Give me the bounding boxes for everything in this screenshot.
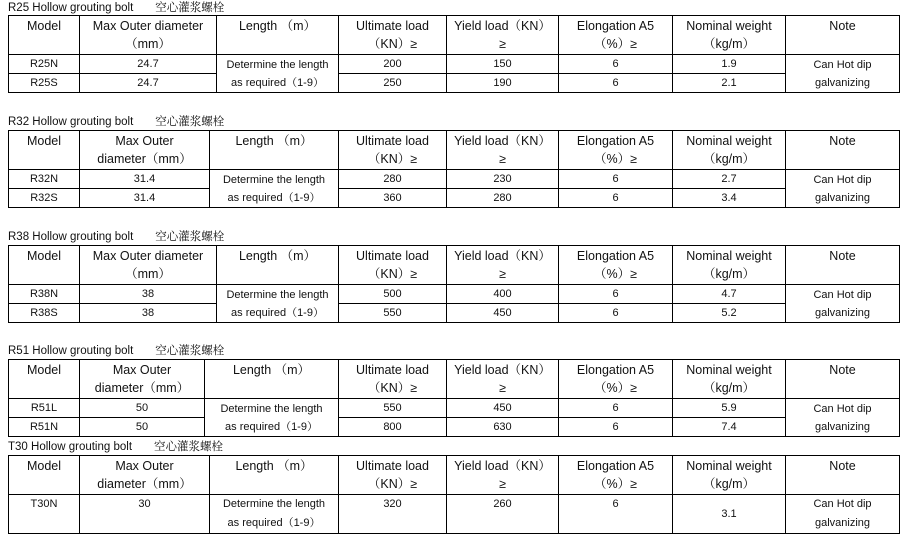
section-title-cn: 空心灌浆螺栓 (155, 229, 225, 243)
spec-table-r25 (8, 15, 900, 93)
cell-yield: 450 (447, 304, 559, 323)
cell-elongation: 6 (559, 285, 673, 304)
section-title-cn: 空心灌浆螺栓 (155, 0, 225, 14)
section-title-en: R32 Hollow grouting bolt (8, 116, 134, 128)
cell-model: R32N (9, 170, 80, 189)
spec-table-t30 (8, 455, 900, 534)
header-length: Length （m） (210, 131, 339, 170)
header-length: Length （m） (217, 16, 339, 55)
cell-model: R51L (9, 399, 80, 418)
header-model: Model (9, 131, 80, 170)
cell-yield: 190 (447, 74, 559, 93)
cell-model: R51N (9, 418, 80, 437)
header-model: Model (9, 360, 80, 399)
cell-weight: 2.7 (673, 170, 786, 189)
table-row (9, 304, 900, 323)
section-title (8, 343, 224, 357)
header-nominal-weight: Nominal weight （kg/m） (673, 360, 786, 399)
table-row (9, 495, 900, 534)
cell-length: Determine the length as required（1-9） (210, 170, 339, 208)
cell-ultimate: 250 (339, 74, 447, 93)
header-yield-load: Yield load（KN） ≥ (447, 246, 559, 285)
header-ultimate-load: Ultimate load （KN）≥ (339, 16, 447, 55)
header-diameter: Max Outer diameter（mm） (80, 456, 210, 495)
cell-elongation: 6 (559, 189, 673, 208)
cell-elongation: 6 (559, 55, 673, 74)
cell-diameter: 31.4 (80, 189, 210, 208)
table-row (9, 285, 900, 304)
cell-model: R38S (9, 304, 80, 323)
cell-elongation: 6 (559, 170, 673, 189)
cell-ultimate: 320 (339, 495, 447, 534)
header-note: Note (786, 360, 900, 399)
section-title (8, 229, 224, 243)
header-yield-load: Yield load（KN） ≥ (447, 360, 559, 399)
header-length: Length （m） (210, 456, 339, 495)
header-diameter: Max Outer diameter（mm） (80, 360, 205, 399)
cell-yield: 260 (447, 495, 559, 534)
cell-diameter: 50 (80, 418, 205, 437)
header-length: Length （m） (217, 246, 339, 285)
cell-weight: 3.4 (673, 189, 786, 208)
cell-model: R25S (9, 74, 80, 93)
cell-note: Can Hot dip galvanizing (786, 55, 900, 93)
section-title (8, 114, 224, 128)
header-ultimate-load: Ultimate load （KN）≥ (339, 131, 447, 170)
cell-elongation: 6 (559, 304, 673, 323)
cell-yield: 630 (447, 418, 559, 437)
cell-length: Determine the length as required（1-9） (217, 55, 339, 93)
header-length: Length （m） (205, 360, 339, 399)
spec-table-r51 (8, 359, 900, 437)
header-nominal-weight: Nominal weight （kg/m） (673, 456, 786, 495)
cell-length: Determine the length as required（1-9） (217, 285, 339, 323)
cell-ultimate: 800 (339, 418, 447, 437)
cell-weight: 2.1 (673, 74, 786, 93)
header-diameter: Max Outer diameter （mm） (80, 246, 217, 285)
section-title-cn: 空心灌浆螺栓 (154, 439, 224, 453)
header-row (9, 16, 900, 55)
cell-yield: 400 (447, 285, 559, 304)
table-row (9, 399, 900, 418)
cell-length: Determine the length as required（1-9） (210, 495, 339, 534)
table-row (9, 74, 900, 93)
header-note: Note (786, 246, 900, 285)
section-title (8, 0, 224, 14)
cell-diameter: 24.7 (80, 55, 217, 74)
header-ultimate-load: Ultimate load （KN）≥ (339, 360, 447, 399)
header-model: Model (9, 16, 80, 55)
spec-table-r38 (8, 245, 900, 323)
section-title-en: R25 Hollow grouting bolt (8, 2, 134, 14)
section-title (8, 439, 223, 453)
cell-ultimate: 200 (339, 55, 447, 74)
header-model: Model (9, 246, 80, 285)
header-note: Note (786, 131, 900, 170)
cell-yield: 150 (447, 55, 559, 74)
header-elongation: Elongation A5 （%）≥ (559, 456, 673, 495)
cell-weight: 3.1 (673, 495, 786, 534)
cell-elongation: 6 (559, 399, 673, 418)
header-elongation: Elongation A5 （%）≥ (559, 246, 673, 285)
table-row (9, 170, 900, 189)
header-ultimate-load: Ultimate load （KN）≥ (339, 456, 447, 495)
header-row (9, 456, 900, 495)
cell-length: Determine the length as required（1-9） (205, 399, 339, 437)
cell-diameter: 38 (80, 285, 217, 304)
cell-diameter: 38 (80, 304, 217, 323)
header-yield-load: Yield load（KN） ≥ (447, 456, 559, 495)
cell-weight: 4.7 (673, 285, 786, 304)
cell-weight: 7.4 (673, 418, 786, 437)
table-row (9, 418, 900, 437)
cell-elongation: 6 (559, 495, 673, 534)
cell-elongation: 6 (559, 418, 673, 437)
cell-weight: 1.9 (673, 55, 786, 74)
cell-ultimate: 500 (339, 285, 447, 304)
header-ultimate-load: Ultimate load （KN）≥ (339, 246, 447, 285)
header-row (9, 131, 900, 170)
cell-diameter: 31.4 (80, 170, 210, 189)
header-row (9, 360, 900, 399)
cell-diameter: 24.7 (80, 74, 217, 93)
header-yield-load: Yield load（KN） ≥ (447, 131, 559, 170)
header-diameter: Max Outer diameter （mm） (80, 16, 217, 55)
cell-ultimate: 360 (339, 189, 447, 208)
header-elongation: Elongation A5 （%）≥ (559, 131, 673, 170)
header-nominal-weight: Nominal weight （kg/m） (673, 246, 786, 285)
cell-model: R38N (9, 285, 80, 304)
header-yield-load: Yield load（KN） ≥ (447, 16, 559, 55)
cell-weight: 5.2 (673, 304, 786, 323)
cell-ultimate: 550 (339, 304, 447, 323)
cell-ultimate: 550 (339, 399, 447, 418)
cell-note: Can Hot dip galvanizing (786, 495, 900, 534)
header-note: Note (786, 456, 900, 495)
header-diameter: Max Outer diameter（mm） (80, 131, 210, 170)
header-nominal-weight: Nominal weight （kg/m） (673, 16, 786, 55)
cell-model: R32S (9, 189, 80, 208)
header-note: Note (786, 16, 900, 55)
header-elongation: Elongation A5 （%）≥ (559, 16, 673, 55)
cell-elongation: 6 (559, 74, 673, 93)
cell-note: Can Hot dip galvanizing (786, 399, 900, 437)
cell-yield: 230 (447, 170, 559, 189)
section-title-cn: 空心灌浆螺栓 (155, 114, 225, 128)
cell-model: R25N (9, 55, 80, 74)
header-model: Model (9, 456, 80, 495)
cell-yield: 450 (447, 399, 559, 418)
cell-ultimate: 280 (339, 170, 447, 189)
cell-diameter: 50 (80, 399, 205, 418)
cell-note: Can Hot dip galvanizing (786, 285, 900, 323)
cell-note: Can Hot dip galvanizing (786, 170, 900, 208)
section-title-en: T30 Hollow grouting bolt (8, 441, 133, 453)
section-title-cn: 空心灌浆螺栓 (155, 343, 225, 357)
cell-diameter: 30 (80, 495, 210, 534)
cell-yield: 280 (447, 189, 559, 208)
cell-weight: 5.9 (673, 399, 786, 418)
section-title-en: R38 Hollow grouting bolt (8, 231, 134, 243)
header-row (9, 246, 900, 285)
header-elongation: Elongation A5 （%）≥ (559, 360, 673, 399)
header-nominal-weight: Nominal weight （kg/m） (673, 131, 786, 170)
table-row (9, 189, 900, 208)
cell-model: T30N (9, 495, 80, 534)
section-title-en: R51 Hollow grouting bolt (8, 345, 134, 357)
table-row (9, 55, 900, 74)
spec-table-r32 (8, 130, 900, 208)
